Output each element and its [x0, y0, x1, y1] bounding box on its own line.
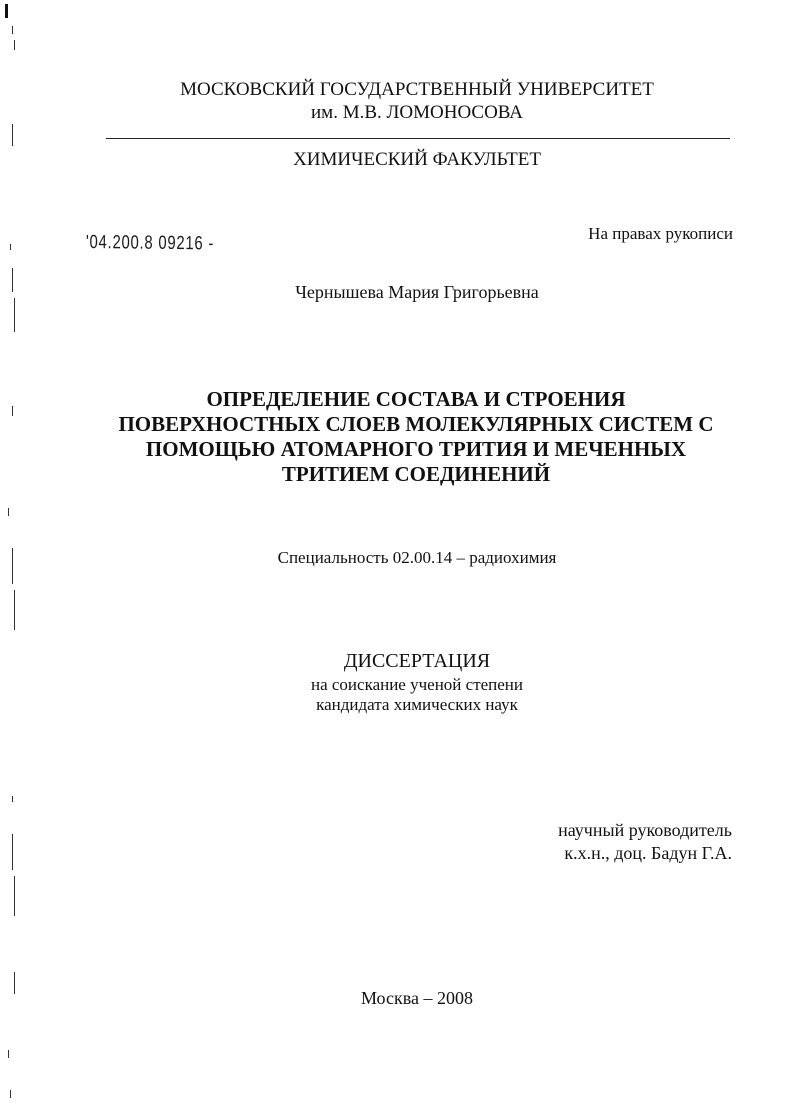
dissertation-heading: ДИССЕРТАЦИЯ [343, 650, 491, 672]
supervisor-name: к.х.н., доц. Бадун Г.А. [564, 843, 732, 863]
title-line: ПОВЕРХНОСТНЫХ СЛОЕВ МОЛЕКУЛЯРНЫХ СИСТЕМ С [118, 412, 714, 436]
dissertation-subtitle: на соискание ученой степени [310, 675, 524, 694]
university-name: МОСКОВСКИЙ ГОСУДАРСТВЕННЫЙ УНИВЕРСИТЕТ [180, 79, 654, 100]
title-line: ТРИТИЕМ СОЕДИНЕНИЙ [281, 462, 551, 486]
title-line: ПОМОЩЬЮ АТОМАРНОГО ТРИТИЯ И МЕЧЕННЫХ [145, 437, 687, 461]
dissertation-degree: кандидата химических наук [316, 695, 518, 714]
supervisor-role: научный руководитель [558, 820, 732, 840]
place-and-year: Москва – 2008 [361, 988, 473, 1008]
archive-stamp-number: '04.200.8 09216 - [85, 232, 215, 255]
author-name: Чернышева Мария Григорьевна [295, 282, 539, 302]
title-line: ОПРЕДЕЛЕНИЕ СОСТАВА И СТРОЕНИЯ [206, 387, 626, 411]
header-divider [106, 138, 730, 139]
dissertation-title [86, 387, 746, 487]
specialty: Специальность 02.00.14 – радиохимия [277, 548, 557, 567]
university-name-suffix: им. М.В. ЛОМОНОСОВА [311, 102, 523, 123]
rights-note: На правах рукописи [588, 224, 733, 243]
faculty-name: ХИМИЧЕСКИЙ ФАКУЛЬТЕТ [293, 149, 541, 170]
